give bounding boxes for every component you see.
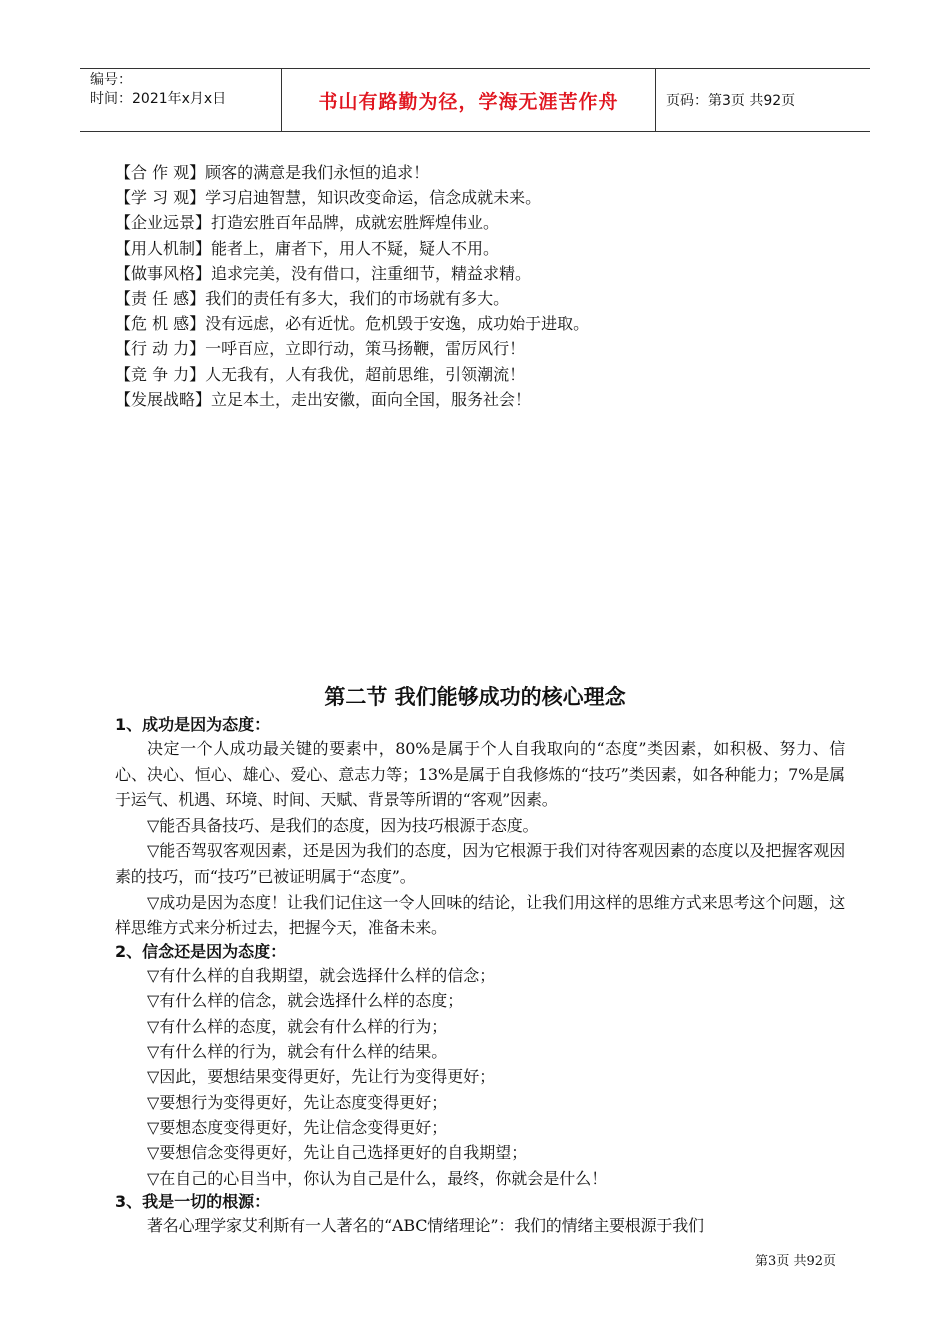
section-title: 第二节 我们能够成功的核心理念 [324, 685, 626, 709]
value-item: 【责 任 感】我们的责任有多大，我们的市场就有多大。 [115, 288, 510, 308]
bullet-item: ▽因此，要想结果变得更好，先让行为变得更好； [147, 1067, 496, 1087]
bullet-item: ▽要想行为变得更好，先让态度变得更好； [147, 1092, 448, 1112]
paragraph: 著名心理学家艾利斯有一人著名的“ABC情绪理论”：我们的情绪主要根源于我们 [147, 1216, 704, 1236]
paragraph: 决定一个人成功最关键的要素中，80%是属于个人自我取向的“态度”类因素，如积极、努力、信心、决心、恒心、雄心、爱心、意志力等；13%是属于自我修炼的“技巧”类因素，如各种能力；7%是属于运气、机遇、环境、时间、天赋、背景等所谓的“客观”因素。 [115, 739, 845, 810]
header-page-number: 页码：第3页 共92页 [666, 93, 796, 109]
value-item: 【危 机 感】没有远虑，必有近忧。危机毁于安逸，成功始于进取。 [115, 314, 590, 334]
paragraph: ▽成功是因为态度！让我们记住这一令人回味的结论，让我们用这样的思维方式来思考这个问题，这样思维方式来分析过去，把握今天，准备未来。 [115, 892, 845, 938]
subheading-attitude: 1、成功是因为态度： [115, 715, 271, 734]
paragraph: ▽能否具备技巧、是我们的态度，因为技巧根源于态度。 [147, 815, 539, 835]
value-item: 【做事风格】追求完美，没有借口，注重细节，精益求精。 [115, 263, 532, 283]
header-meta [80, 69, 282, 131]
page-footer: 第3页 共92页 [755, 1254, 836, 1269]
bullet-item: ▽有什么样的态度，就会有什么样的行为； [147, 1016, 448, 1036]
bullet-item: ▽有什么样的行为，就会有什么样的结果。 [147, 1041, 448, 1061]
value-item: 【行 动 力】一呼百应，立即行动，策马扬鞭，雷厉风行！ [115, 339, 526, 359]
time-label: 时间：2021年x月x日 [90, 91, 227, 107]
header-motto: 书山有路勤为径，学海无涯苦作舟 [282, 69, 656, 131]
bullet-item: ▽在自己的心目当中，你认为自己是什么，最终，你就会是什么！ [147, 1168, 608, 1188]
page-header [80, 68, 870, 132]
subheading-belief: 2、信念还是因为态度： [115, 941, 287, 961]
value-item: 【企业远景】打造宏胜百年品牌，成就宏胜辉煌伟业。 [115, 213, 500, 233]
paragraph: ▽能否驾驭客观因素，还是因为我们的态度，因为它根源于我们对待客观因素的态度以及把握客观因素的技巧，而“技巧”已被证明属于“态度”。 [115, 841, 845, 886]
company-values-list [115, 160, 845, 412]
value-item: 【用人机制】能者上，庸者下，用人不疑，疑人不用。 [115, 238, 500, 258]
value-item: 【学 习 观】学习启迪智慧，知识改变命运，信念成就未来。 [115, 188, 542, 208]
value-item: 【发展战略】立足本土，走出安徽，面向全国，服务社会！ [115, 389, 532, 409]
section-content [115, 714, 845, 1239]
value-item: 【竞 争 力】人无我有，人有我优，超前思维，引领潮流！ [115, 364, 526, 384]
bullet-item: ▽要想信念变得更好，先让自己选择更好的自我期望； [147, 1143, 528, 1163]
number-label: 编号： [90, 72, 132, 88]
subheading-root: 3、我是一切的根源： [115, 1192, 271, 1212]
value-item: 【合 作 观】顾客的满意是我们永恒的追求！ [115, 163, 430, 182]
bullet-item: ▽要想态度变得更好，先让信念变得更好； [147, 1118, 448, 1138]
bullet-item: ▽有什么样的信念，就会选择什么样的态度； [147, 991, 464, 1011]
bullet-item: ▽有什么样的自我期望，就会选择什么样的信念； [147, 965, 496, 985]
